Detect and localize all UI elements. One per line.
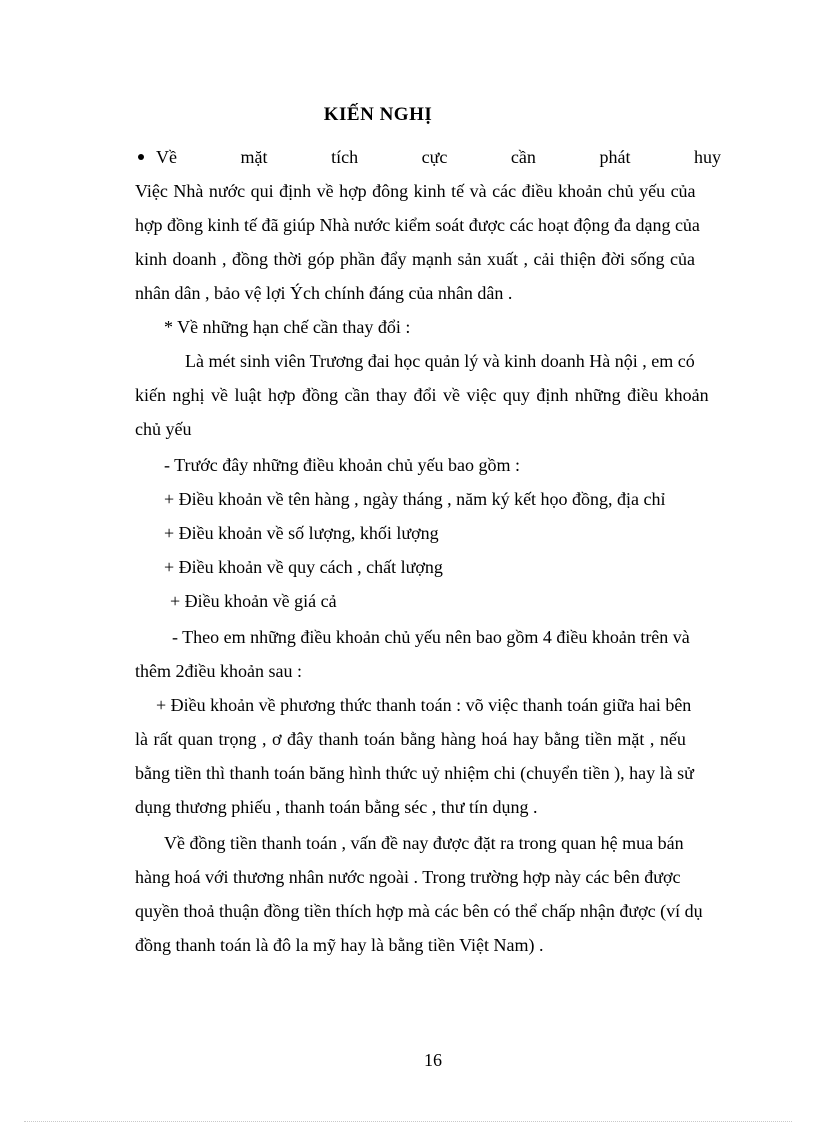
text-line: - Theo em những điều khoản chủ yếu nên bao gồm 4 điều khoản trên và — [172, 627, 690, 647]
page-bottom-divider — [24, 1121, 792, 1122]
bullet-word: tích — [331, 147, 359, 167]
bullet-word: cực — [421, 147, 448, 167]
bullet-icon — [138, 154, 144, 160]
text-line: + Điều khoản về phương thức thanh toán : võ việc thanh toán giữa hai bên — [156, 695, 692, 715]
list-item: + Điều khoản về giá cả — [170, 591, 337, 611]
text-line: chủ yếu — [135, 419, 192, 439]
text-line: hợp đồng kinh tế đã giúp Nhà nước kiểm soát được các hoạt động đa dạng của — [135, 215, 700, 235]
bullet-word: phát — [599, 147, 631, 167]
bullet-word: cần — [510, 147, 536, 167]
text-line: là rất quan trọng , ơ đây thanh toán bằng hàng hoá hay bằng tiền mặt , nếu — [135, 729, 686, 749]
bullet-word: Về — [135, 142, 177, 172]
text-line: Về đồng tiền thanh toán , vấn đề nay được đặt ra trong quan hệ mua bán — [164, 833, 684, 853]
bullet-line — [135, 142, 721, 172]
list-item: + Điều khoản về quy cách , chất lượng — [164, 557, 443, 577]
text-line: đồng thanh toán là đô la mỹ hay là bằng tiền Việt Nam) . — [135, 935, 544, 955]
text-line: dụng thương phiếu , thanh toán bằng séc , thư tín dụng . — [135, 797, 538, 817]
text-line: Việc Nhà nước qui định về hợp đông kinh tế và các điều khoản chủ yếu của — [135, 181, 696, 201]
page-title: KIẾN NGHỊ — [323, 104, 433, 125]
text-line: quyền thoả thuận đồng tiền thích hợp mà các bên có thể chấp nhận được (ví dụ — [135, 901, 703, 921]
text-line: hàng hoá với thương nhân nước ngoài . Trong trường hợp này các bên được — [135, 867, 681, 887]
bullet-word: huy — [694, 147, 721, 167]
bullet-word: mặt — [240, 147, 268, 167]
bullet-row — [135, 142, 721, 172]
text-line: nhân dân , bảo vệ lợi Ých chính đáng của nhân dân . — [135, 283, 513, 303]
page-number: 16 — [424, 1050, 442, 1070]
text-line: kinh doanh , đồng thời góp phần đẩy mạnh sản xuất , cải thiện đời sống của — [135, 249, 695, 269]
section-subheading: * Về những hạn chế cần thay đổi : — [164, 317, 411, 337]
list-item: + Điều khoản về số lượng, khối lượng — [164, 523, 439, 543]
text-line: bằng tiền thì thanh toán băng hình thức uỷ nhiệm chi (chuyển tiền ), hay là sử — [135, 763, 694, 783]
text-line: kiến nghị về luật hợp đồng cần thay đổi về việc quy định những điều khoản — [135, 385, 709, 405]
list-intro: - Trước đây những điều khoản chủ yếu bao gồm : — [164, 455, 520, 475]
text-line: Là mét sinh viên Trương đai học quản lý và kinh doanh Hà nội , em có — [185, 351, 695, 371]
list-item: + Điều khoản về tên hàng , ngày tháng , năm ký kết họo đồng, địa chỉ — [164, 489, 666, 509]
text-line: thêm 2điều khoản sau : — [135, 661, 302, 681]
